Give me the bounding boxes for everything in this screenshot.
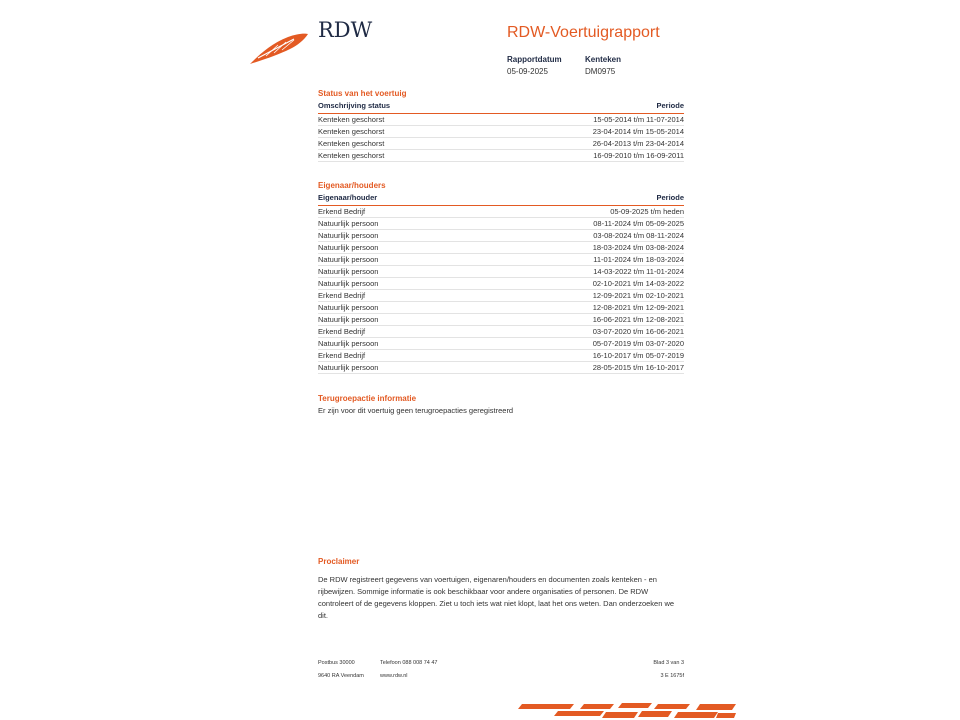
owner-row-label: Erkend Bedrijf [318,327,366,336]
report-date-value: 05-09-2025 [507,67,548,76]
owner-row [318,266,684,278]
disclaimer-text: De RDW registreert gegevens van voertuigen, eigenaren/houders en documenten zoals kenteken - en rijbewijzen. Sommige informatie is ook beschikbaar voor andere organisaties of personen. De RDW controleert of de gegevens kloppen. Ziet u toch iets wat niet klopt, laat het ons weten. Dan onderzoeken we dit. [318,575,675,620]
owner-row [318,290,684,302]
owner-row-period: 08-11-2024 t/m 05-09-2025 [593,219,684,228]
owner-row-period: 11-01-2024 t/m 18-03-2024 [593,255,684,264]
status-table-body [318,114,684,162]
status-section-title: Status van het voertuig [318,89,407,98]
owner-row-period: 14-03-2022 t/m 11-01-2024 [593,267,684,276]
owner-row-label: Natuurlijk persoon [318,279,379,288]
owner-row [318,254,684,266]
recall-section-title: Terugroepactie informatie [318,394,417,403]
footer-postbus: Postbus 30000 [318,660,355,666]
status-row [318,150,684,162]
owner-row-period: 05-09-2025 t/m heden [610,207,684,216]
owners-table-header [318,193,684,206]
owners-section-title: Eigenaar/houders [318,181,386,190]
disclaimer-title: Proclaimer [318,557,360,566]
owner-row-period: 16-10-2017 t/m 05-07-2019 [592,351,684,360]
owner-row [318,206,684,218]
owner-row-period: 03-08-2024 t/m 08-11-2024 [593,231,684,240]
recall-section [318,394,684,415]
owner-row-period: 12-08-2021 t/m 12-09-2021 [592,303,684,312]
owners-col-owner: Eigenaar/houder [318,193,378,202]
owner-row-label: Natuurlijk persoon [318,303,379,312]
status-col-period: Periode [656,101,684,110]
footer-code: 3 E 1675f [660,673,684,679]
owner-row-label: Natuurlijk persoon [318,315,379,324]
status-row-period: 16-09-2010 t/m 16-09-2011 [593,151,684,160]
status-row-period: 23-04-2014 t/m 15-05-2014 [592,127,684,136]
plate-label: Kenteken [585,55,622,64]
owner-row-label: Natuurlijk persoon [318,219,379,228]
owner-row-period: 28-05-2015 t/m 16-10-2017 [592,363,684,372]
owner-row [318,278,684,290]
status-row-label: Kenteken geschorst [318,139,385,148]
owner-row [318,230,684,242]
owner-row [318,302,684,314]
status-row [318,126,684,138]
brand-name: RDW [318,18,373,42]
footer-stripes-graphic [518,700,736,720]
disclaimer-section [318,557,684,622]
owner-row-period: 16-06-2021 t/m 12-08-2021 [592,315,684,324]
owner-row [318,242,684,254]
owner-row-period: 02-10-2021 t/m 14-03-2022 [592,279,684,288]
owner-row-label: Natuurlijk persoon [318,339,379,348]
owner-row-label: Natuurlijk persoon [318,243,379,252]
owner-row-label: Natuurlijk persoon [318,255,379,264]
status-row [318,114,684,126]
status-col-desc: Omschrijving status [318,101,391,110]
owner-row [318,338,684,350]
owner-row [318,326,684,338]
footer-page-number: Blad 3 van 3 [653,660,684,666]
owner-row [318,218,684,230]
owner-row-label: Natuurlijk persoon [318,363,379,372]
report-date-label: Rapportdatum [507,55,562,64]
owner-row [318,314,684,326]
status-row [318,138,684,150]
status-table-header [318,101,684,114]
report-title: RDW-Voertuigrapport [507,24,660,41]
owner-row-period: 05-07-2019 t/m 03-07-2020 [592,339,684,348]
owner-row-label: Natuurlijk persoon [318,267,379,276]
status-row-period: 15-05-2014 t/m 11-07-2014 [593,115,684,124]
owners-section [318,181,684,374]
status-row-label: Kenteken geschorst [318,151,385,160]
owner-row [318,350,684,362]
footer-phone: Telefoon 088 008 74 47 [380,660,438,666]
owner-row [318,362,684,374]
owner-row-period: 12-09-2021 t/m 02-10-2021 [592,291,684,300]
owner-row-label: Erkend Bedrijf [318,291,366,300]
owners-col-period: Periode [656,193,684,202]
owner-row-period: 18-03-2024 t/m 03-08-2024 [592,243,684,252]
plate-value: DM0975 [585,67,616,76]
owners-table-body [318,206,684,374]
owner-row-label: Natuurlijk persoon [318,231,379,240]
status-row-label: Kenteken geschorst [318,115,385,124]
owner-row-label: Erkend Bedrijf [318,351,366,360]
footer-city: 9640 RA Veendam [318,673,364,679]
status-row-period: 26-04-2013 t/m 23-04-2014 [592,139,684,148]
owner-row-period: 03-07-2020 t/m 16-06-2021 [592,327,684,336]
footer-web[interactable]: www.rdw.nl [380,673,408,679]
recall-text: Er zijn voor dit voertuig geen terugroepacties geregistreerd [318,406,514,415]
rdw-feather-icon [248,30,310,66]
owner-row-label: Erkend Bedrijf [318,207,366,216]
status-row-label: Kenteken geschorst [318,127,385,136]
status-section [318,89,684,162]
